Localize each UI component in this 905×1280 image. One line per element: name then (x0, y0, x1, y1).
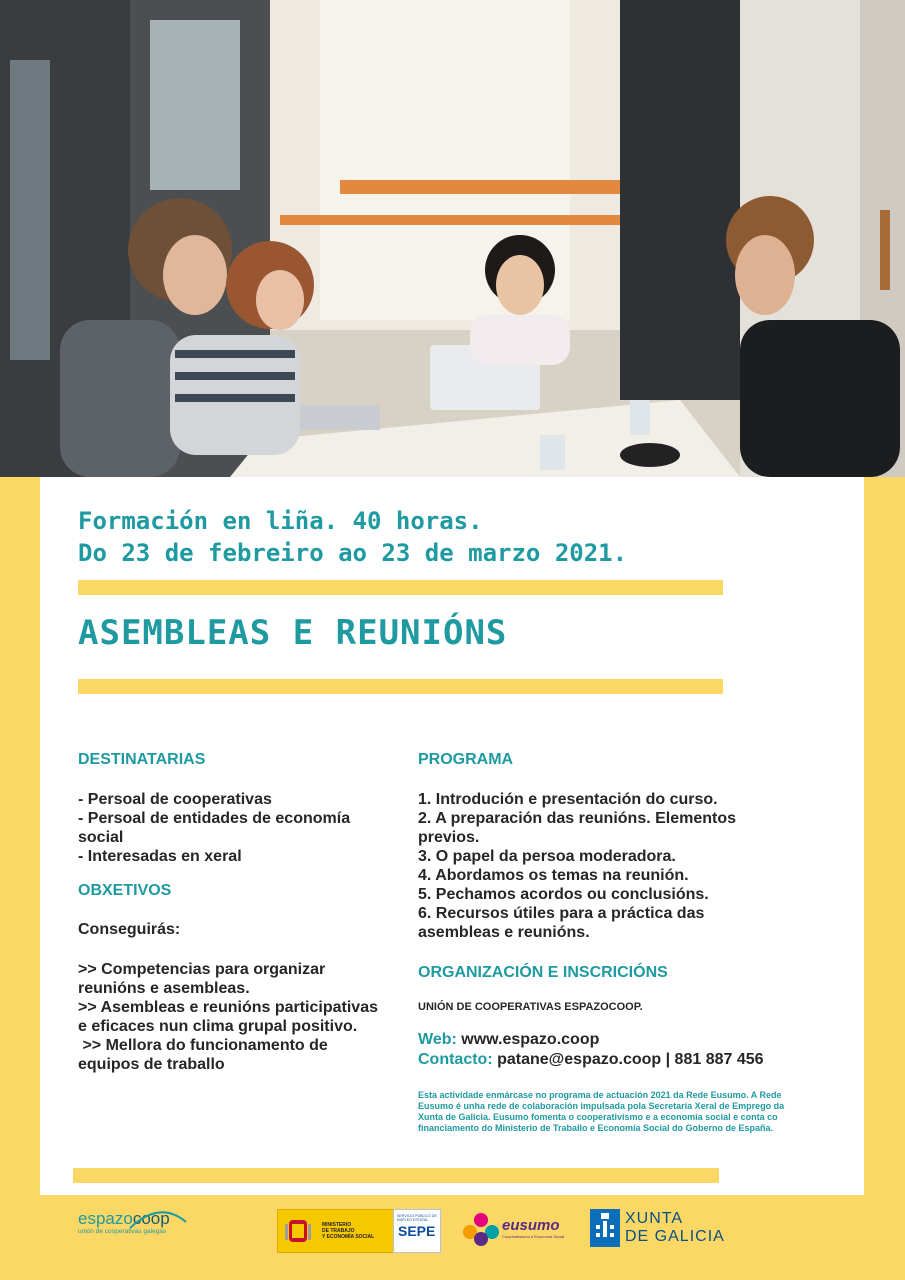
ministerio-line1: MINISTERIO (322, 1222, 352, 1228)
list-item: 4. Abordamos os temas na reunión. (418, 867, 689, 884)
logo-tagline: unión de cooperativas galegas (78, 1228, 167, 1235)
logo-text-a: espazo (78, 1209, 133, 1228)
list-item: >> Mellora do funcionamento de equipos de traballo (78, 1037, 333, 1073)
destinatarias-heading: DESTINATARIAS (78, 751, 206, 768)
xunta-line2: DE GALICIA (625, 1228, 725, 1245)
eusumo-flower-icon (462, 1212, 500, 1246)
sepe-small-text: SERVICIO PÚBLICO DE EMPLEO ESTATAL (397, 1214, 437, 1222)
ministerio-logo (277, 1209, 394, 1253)
list-item: 2. A preparación das reunións. Elementos previos. (418, 810, 737, 846)
ministerio-line3: Y ECONOMÍA SOCIAL (322, 1234, 375, 1240)
divider-bar-top (78, 580, 723, 595)
list-item: - Interesadas en xeral (78, 848, 242, 865)
meeting-photo-illustration (0, 0, 905, 477)
eusumo-logo (502, 1218, 572, 1239)
organizer-name: UNIÓN DE COOPERATIVAS ESPAZOCOOP. (418, 1001, 643, 1013)
divider-bar-footer (73, 1168, 719, 1183)
list-item: 5. Pechamos acordos ou conclusións. (418, 886, 709, 903)
web-link[interactable]: www.espazo.coop (461, 1031, 600, 1048)
xunta-logo (625, 1210, 725, 1246)
xunta-line1: XUNTA (625, 1210, 684, 1227)
organizacion-heading: ORGANIZACIÓN E INSCRICIÓNS (418, 964, 668, 981)
eusumo-name: eusumo (502, 1217, 560, 1234)
coat-of-arms-icon (283, 1216, 313, 1246)
course-dates: Do 23 de febreiro ao 23 de marzo 2021. (78, 539, 628, 567)
contact-label: Contacto: (418, 1051, 493, 1068)
list-item: 6. Recursos útiles para a práctica das asembleas e reunións. (418, 905, 705, 941)
obxetivos-list (78, 960, 378, 1074)
programa-list (418, 790, 778, 942)
list-item: 3. O papel da persoa moderadora. (418, 848, 676, 865)
destinatarias-list (78, 790, 388, 866)
eusumo-note: Esta actividade enmárcase no programa de actuación 2021 da Rede Eusumo. A Rede Eusumo é unha rede de colaboración impulsada pola Secretaría Xeral de Emprego da Xunta de Galicia. Eusumo fomenta o cooperativismo e a economía social e conta co financiamento do Ministerio de Traballo e Economía Social do Goberno de España. (418, 1090, 785, 1133)
obxetivos-intro: Conseguirás: (78, 921, 181, 938)
contact-details[interactable]: patane@espazo.coop | 881 887 456 (497, 1051, 764, 1068)
course-info (78, 505, 627, 569)
espazocoop-arc-icon (120, 1208, 190, 1230)
obxetivos-heading: OBXETIVOS (78, 882, 172, 899)
eusumo-tagline: Cooperativismo e Economía Social (502, 1234, 565, 1239)
header-photo (0, 0, 905, 477)
ministerio-line2: DE TRABAJO (322, 1228, 355, 1234)
web-label: Web: (418, 1031, 457, 1048)
programa-heading: PROGRAMA (418, 751, 514, 768)
list-item: - Persoal de entidades de economía social (78, 810, 351, 846)
list-item: >> Competencias para organizar reunións e asembleas. (78, 961, 326, 997)
list-item: >> Asembleas e reunións participativas e eficaces nun clima grupal positivo. (78, 999, 378, 1035)
course-hours: Formación en liña. 40 horas. (78, 507, 483, 535)
list-item: - Persoal de cooperativas (78, 791, 272, 808)
sepe-text: SEPE (398, 1223, 436, 1239)
contact-block (418, 1030, 764, 1070)
sepe-logo (393, 1209, 441, 1253)
course-title: ASEMBLEAS E REUNIÓNS (78, 613, 508, 653)
xunta-shield-icon (590, 1209, 620, 1247)
logo-text-b: coop (132, 1209, 170, 1228)
divider-bar-bottom (78, 679, 723, 694)
list-item: 1. Introdución e presentación do curso. (418, 791, 718, 808)
